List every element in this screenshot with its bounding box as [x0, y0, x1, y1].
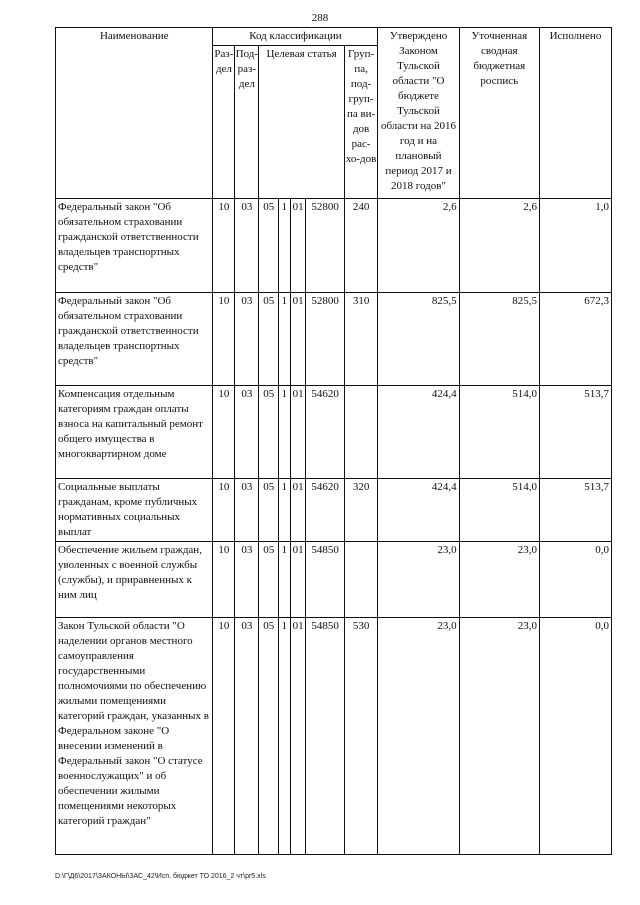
- row-executed: 0,0: [539, 618, 611, 855]
- row-target-part-4: 54850: [306, 618, 345, 855]
- table-row: [56, 293, 612, 386]
- row-target-part-4: 54850: [306, 542, 345, 618]
- row-section: 10: [213, 386, 235, 479]
- budget-table: [55, 27, 612, 855]
- row-subsection: 03: [235, 542, 259, 618]
- row-target-part-3: 01: [290, 479, 306, 542]
- header-subsection: Под-раз-дел: [235, 46, 259, 199]
- row-expense-group: 240: [344, 199, 377, 293]
- row-target-part-2: 1: [279, 479, 290, 542]
- row-section: 10: [213, 479, 235, 542]
- row-target-part-2: 1: [279, 386, 290, 479]
- table-row: [56, 199, 612, 293]
- row-expense-group: 320: [344, 479, 377, 542]
- row-name: Социальные выплаты гражданам, кроме публичных нормативных социальных выплат: [56, 479, 213, 542]
- table-row: [56, 386, 612, 479]
- row-target-part-1: 05: [259, 199, 279, 293]
- row-executed: 1,0: [539, 199, 611, 293]
- row-target-part-2: 1: [279, 618, 290, 855]
- row-section: 10: [213, 618, 235, 855]
- header-target-article: Целевая статья: [259, 46, 345, 199]
- row-target-part-1: 05: [259, 386, 279, 479]
- row-target-part-1: 05: [259, 293, 279, 386]
- row-name: Федеральный закон "Об обязательном страховании гражданской ответственности владельцев транспортных средств": [56, 199, 213, 293]
- row-refined: 825,5: [459, 293, 539, 386]
- row-name: Компенсация отдельным категориям граждан оплаты взноса на капитальный ремонт общего имущества в многоквартирном доме: [56, 386, 213, 479]
- row-name: Закон Тульской области "О наделении органов местного самоуправления государственными полномочиями по обеспечению жилыми помещениями категорий граждан, указанных в Федеральном законе "О внесении изменений в Федеральный закон "О статусе военнослужащих" и об обеспечении жилыми помещениями некоторых категорий граждан": [56, 618, 213, 855]
- row-approved: 424,4: [378, 386, 459, 479]
- row-expense-group: [344, 386, 377, 479]
- row-refined: 23,0: [459, 618, 539, 855]
- header-executed: Исполнено: [539, 28, 611, 199]
- row-target-part-4: 54620: [306, 479, 345, 542]
- row-expense-group: 310: [344, 293, 377, 386]
- row-executed: 672,3: [539, 293, 611, 386]
- row-name: Обеспечение жильем граждан, уволенных с военной службы (службы), и приравненных к ним лиц: [56, 542, 213, 618]
- row-target-part-1: 05: [259, 479, 279, 542]
- table-row: [56, 542, 612, 618]
- row-target-part-4: 52800: [306, 199, 345, 293]
- row-target-part-2: 1: [279, 542, 290, 618]
- row-name: Федеральный закон "Об обязательном страховании гражданской ответственности владельцев транспортных средств": [56, 293, 213, 386]
- row-target-part-3: 01: [290, 542, 306, 618]
- row-target-part-3: 01: [290, 618, 306, 855]
- row-target-part-2: 1: [279, 199, 290, 293]
- row-refined: 23,0: [459, 542, 539, 618]
- row-approved: 825,5: [378, 293, 459, 386]
- row-subsection: 03: [235, 199, 259, 293]
- row-refined: 2,6: [459, 199, 539, 293]
- row-section: 10: [213, 199, 235, 293]
- row-executed: 0,0: [539, 542, 611, 618]
- page-number: 288: [311, 12, 329, 24]
- header-refined: Уточненная сводная бюджетная роспись: [459, 28, 539, 199]
- row-target-part-3: 01: [290, 386, 306, 479]
- file-path-footer: D:\Г\Д6\2017\ЗАКОНЫ\ЗАС_42\Исп. бюджет ТО 2016_2 чт\pr5.xls: [55, 873, 266, 880]
- row-executed: 513,7: [539, 386, 611, 479]
- row-subsection: 03: [235, 386, 259, 479]
- row-target-part-1: 05: [259, 542, 279, 618]
- header-code-group: Код классификации: [213, 28, 378, 46]
- row-subsection: 03: [235, 479, 259, 542]
- row-target-part-1: 05: [259, 618, 279, 855]
- header-approved: Утверждено Законом Тульской области "О бюджете Тульской области на 2016 год и на плановый период 2017 и 2018 годов": [378, 28, 459, 199]
- table-row: [56, 618, 612, 855]
- row-refined: 514,0: [459, 479, 539, 542]
- row-section: 10: [213, 542, 235, 618]
- row-approved: 23,0: [378, 618, 459, 855]
- row-subsection: 03: [235, 293, 259, 386]
- row-section: 10: [213, 293, 235, 386]
- row-target-part-4: 52800: [306, 293, 345, 386]
- header-section: Раз-дел: [213, 46, 235, 199]
- header-expense-group: Груп-па, под-груп-па ви-дов рас-хо-дов: [344, 46, 377, 199]
- row-expense-group: 530: [344, 618, 377, 855]
- row-approved: 23,0: [378, 542, 459, 618]
- row-target-part-2: 1: [279, 293, 290, 386]
- row-refined: 514,0: [459, 386, 539, 479]
- row-expense-group: [344, 542, 377, 618]
- row-target-part-3: 01: [290, 199, 306, 293]
- row-subsection: 03: [235, 618, 259, 855]
- table-row: [56, 479, 612, 542]
- row-target-part-4: 54620: [306, 386, 345, 479]
- header-name: Наименование: [56, 28, 213, 199]
- row-target-part-3: 01: [290, 293, 306, 386]
- row-approved: 424,4: [378, 479, 459, 542]
- row-approved: 2,6: [378, 199, 459, 293]
- row-executed: 513,7: [539, 479, 611, 542]
